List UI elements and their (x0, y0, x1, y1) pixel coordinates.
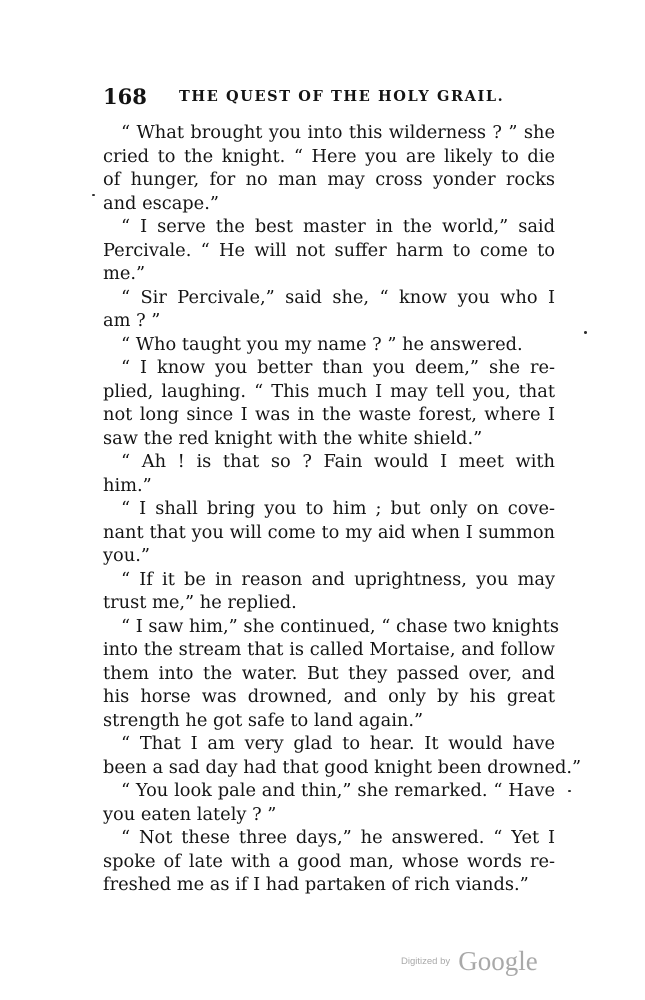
text-line: cried to the knight. “ Here you are likely to die (103, 145, 555, 167)
text-line: spoke of late with a good man, whose words re- (103, 850, 555, 872)
text-line: “ Not these three days,” he answered. “ Yet I (121, 827, 555, 848)
margin-speck (584, 331, 587, 334)
text-line: and escape.” (103, 192, 219, 214)
text-line: “ If it be in reason and uprightness, you may (121, 568, 555, 590)
page-number: 168 (103, 84, 147, 109)
text-line: saw the red knight with the white shield.” (103, 427, 483, 449)
text-line: been a sad day had that good knight been drowned.” (103, 756, 582, 778)
text-line: of hunger, for no man may cross yonder rocks (103, 169, 555, 190)
text-line: “ Who taught you my name ? ” he answered. (121, 333, 523, 355)
text-line: me.” (103, 263, 146, 284)
text-line: him.” (103, 474, 152, 496)
text-line: am ? ” (103, 310, 161, 331)
text-line: “ You look pale and thin,” she remarked. “ Have (121, 780, 555, 801)
digitized-watermark (401, 946, 538, 982)
text-line: “ I serve the best master in the world,” said (121, 216, 555, 237)
running-head: THE QUEST OF THE HOLY GRAIL. (179, 88, 505, 105)
text-line: into the stream that is called Mortaise, and follow (103, 639, 555, 660)
text-line: plied, laughing. “ This much I may tell you, that (103, 380, 555, 402)
text-line: strength he got safe to land again.” (103, 709, 424, 731)
page-header (103, 82, 563, 112)
body-text (103, 121, 582, 897)
text-line: “ I know you better than you deem,” she re- (121, 357, 555, 378)
text-line: trust me,” he replied. (103, 592, 297, 613)
text-line: not long since I was in the waste forest, where I (103, 404, 555, 425)
text-line: you.” (103, 545, 150, 566)
text-line: “ I shall bring you to him ; but only on cove- (121, 498, 555, 519)
margin-speck (568, 790, 571, 792)
text-line: Percivale. “ He will not suffer harm to come to (103, 239, 555, 261)
text-line: his horse was drowned, and only by his great (103, 686, 555, 707)
margin-speck (92, 194, 95, 196)
text-line: “ What brought you into this wilderness ? ” she (121, 122, 555, 143)
google-logo: Google (458, 946, 538, 976)
text-line: “ That I am very glad to hear. It would have (121, 733, 555, 754)
text-line: “ Sir Percivale,” said she, “ know you who I (121, 286, 555, 308)
text-line: them into the water. But they passed over, and (103, 662, 555, 684)
text-line: nant that you will come to my aid when I summon (103, 521, 555, 543)
text-line: “ Ah ! is that so ? Fain would I meet with (121, 451, 555, 472)
text-line: you eaten lately ? ” (103, 803, 277, 825)
watermark-caption: Digitized by (401, 956, 451, 967)
text-line: “ I saw him,” she continued, “ chase two knights (121, 615, 560, 637)
text-line: freshed me as if I had partaken of rich viands.” (103, 874, 529, 895)
